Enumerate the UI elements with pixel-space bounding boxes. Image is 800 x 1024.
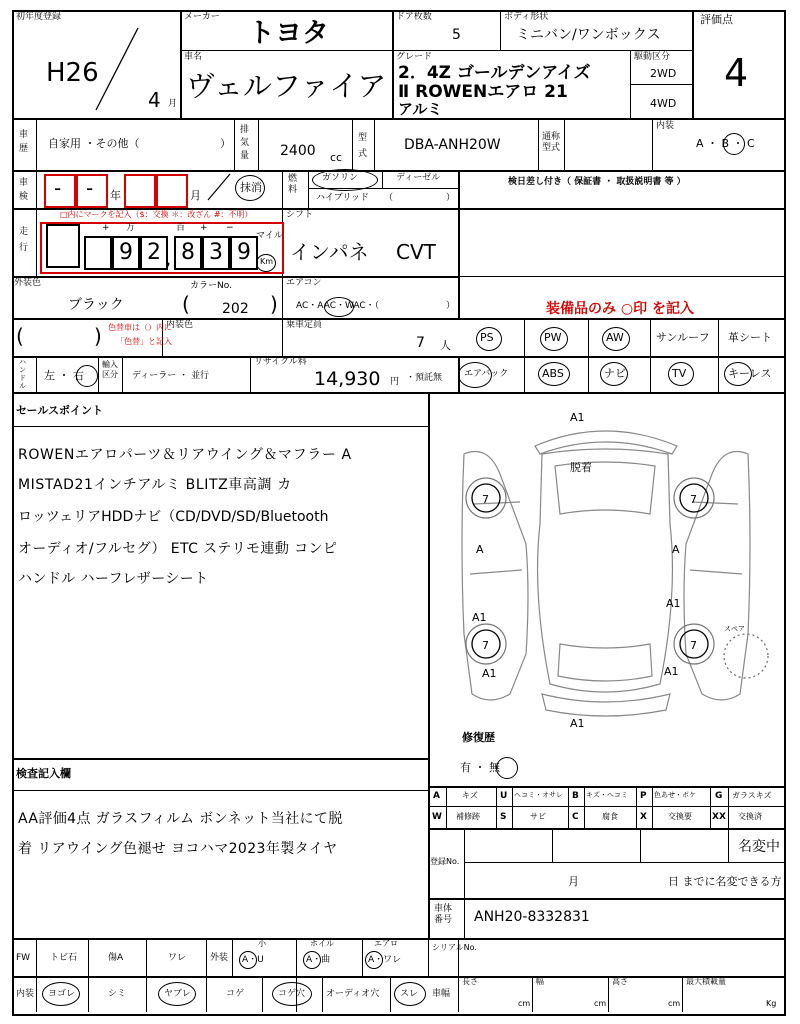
month-unit: 月	[168, 99, 178, 109]
mileage-mark-box	[46, 224, 80, 268]
fw-chip: トビ石	[50, 953, 78, 963]
color-label: 外装色	[14, 278, 42, 288]
equip-tv: TV	[672, 367, 687, 380]
repaint-note-2: 「色替」と記入	[116, 337, 172, 346]
mileage-man: 万	[126, 223, 136, 233]
inspection-line-2: 着 リアウイング色褪せ ヨコハマ2023年製タイヤ	[18, 841, 338, 857]
import-label: 輸入区分	[102, 360, 118, 379]
fuel-paren-open: （	[384, 193, 394, 203]
name-change: 名変中	[738, 839, 780, 855]
legend-u: U	[500, 791, 508, 801]
int-burn: コゲ	[226, 989, 245, 999]
equip-abs: ABS	[542, 367, 564, 380]
int-burn-hole-circle	[272, 982, 312, 1006]
color-value: ブラック	[68, 297, 124, 313]
mark-removed: 脱着	[570, 461, 592, 474]
mileage-mile: マイル	[256, 231, 283, 241]
legend-c: C	[572, 812, 579, 822]
size-height-unit: cm	[668, 999, 681, 1008]
equip-pw: PW	[544, 331, 562, 344]
tire-front-right: 7	[690, 639, 697, 652]
recycle-deposit: ・預託無	[406, 373, 443, 383]
equip-ps-circle	[476, 327, 502, 351]
legend-kizu: キズ	[462, 791, 478, 800]
sales-line-1: ROWENエアロパーツ＆リアウイング＆マフラー A	[18, 447, 352, 463]
legend-repair: 補修跡	[456, 812, 480, 821]
legend-xx: XX	[712, 812, 726, 822]
max-load-unit: Kg	[766, 999, 777, 1008]
mark-rear-a1: A1	[570, 411, 585, 424]
legend-x: X	[640, 812, 647, 822]
int-burn-hole: コゲ穴	[278, 989, 306, 999]
shaken-dash-2: -	[86, 176, 94, 200]
maker-label: メーカー	[184, 12, 220, 22]
fw-scratch: 傷A	[108, 953, 124, 963]
legend-b: B	[572, 791, 579, 801]
legend-rust: サビ	[530, 812, 546, 821]
score-value: 4	[724, 51, 749, 95]
legend-p: P	[640, 791, 647, 801]
legend-hekomi: ヘコミ・オサレ	[514, 791, 563, 799]
repair-value: 有 ・ 無	[460, 761, 500, 774]
tire-rear-left: 7	[482, 493, 489, 506]
color-no-paren-close: )	[270, 292, 278, 316]
mark-right-a1-2: A1	[664, 665, 679, 678]
shaken-dash-1: -	[54, 176, 62, 200]
spare-label: スペア	[724, 625, 745, 633]
legend-fade: 色あせ・ボケ	[654, 791, 696, 799]
int-stain: シミ	[108, 989, 127, 999]
handle-right-circle	[76, 365, 98, 387]
odo-digit-1	[84, 236, 112, 270]
equip-keyless-circle	[724, 362, 752, 386]
ext-small-opts: A・U	[242, 955, 264, 965]
interior-damage-label: 内装	[16, 989, 35, 999]
max-load-label: 最大積載量	[686, 977, 726, 986]
odo-digit-5: 3	[202, 236, 230, 270]
mileage-plus-2: +	[200, 223, 208, 233]
interior-grades: A ・ B ・ C	[696, 137, 755, 150]
mark-left-a1-2: A1	[482, 667, 497, 680]
ext-small-circle	[239, 951, 257, 969]
first-reg-label: 初年度登録	[16, 12, 62, 22]
shaken-label: 車検	[19, 178, 29, 202]
capacity-label: 乗車定員	[286, 320, 323, 330]
model-value: DBA-ANH20W	[404, 137, 501, 153]
aac-circle	[324, 297, 354, 317]
reg-day: 日 までに名変できる方	[668, 875, 782, 888]
fw-crack: ワレ	[168, 953, 187, 963]
documents-label: 検日差し付き（ 保証書 ・ 取扱説明書 等 ）	[508, 177, 686, 187]
color-no-label: カラーNo.	[190, 281, 232, 291]
size-width-unit: cm	[594, 999, 607, 1008]
reg-slash	[92, 26, 142, 112]
handle-label: ハンドル	[19, 358, 26, 390]
ac-options: AC・AAC・WAC・（	[296, 301, 380, 311]
handle-value: 左 ・ 右	[44, 369, 84, 382]
ac-label: エアコン	[286, 278, 322, 288]
color-no-paren-open: (	[182, 292, 190, 316]
int-tear: ヤブレ	[164, 989, 191, 999]
interior-grade-circle	[723, 133, 745, 155]
body-label: ボディ形状	[504, 12, 549, 22]
odo-digit-3: 2	[140, 236, 168, 270]
legend-replaced: 交換済	[738, 812, 762, 821]
mileage-note: □内にマークを記入（$：交換 ＊：改ざん #：不明）	[60, 210, 253, 219]
mark-right-a1-1: A1	[666, 597, 681, 610]
model-label: 型式	[358, 133, 368, 159]
equip-ps: PS	[480, 331, 494, 344]
sales-line-5: ハンドル ハーフレザーシート	[18, 571, 209, 587]
shift-label: シフト	[286, 210, 314, 220]
recycle-unit: 円	[390, 377, 400, 387]
ac-close: ）	[446, 301, 456, 311]
legend-s: S	[500, 812, 507, 822]
massho-circle	[235, 175, 265, 201]
sales-line-3: ロッツェリアHDDナビ（CD/DVD/SD/Bluetooth	[18, 509, 329, 525]
sales-title: セールスポイント	[16, 404, 104, 417]
legend-corrosion: 腐食	[602, 812, 618, 821]
auction-sheet	[12, 10, 786, 1016]
size-length-unit: cm	[518, 999, 531, 1008]
chassis-label: 車体番号	[434, 904, 453, 925]
equip-abs-circle	[538, 362, 570, 386]
fuel-paren-close: ）	[446, 193, 456, 203]
chassis-value: ANH20-8332831	[474, 909, 590, 925]
int-dirt-circle	[42, 982, 80, 1006]
fuel-gasoline: ガソリン	[322, 173, 359, 183]
equip-aw-circle	[602, 327, 630, 351]
ext-aero-opts: A・ワレ	[368, 955, 402, 965]
ext-wheel-circle	[303, 951, 321, 969]
repair-title: 修復歴	[462, 731, 495, 744]
ext-wheel: ホイル	[310, 939, 334, 948]
odo-comma: ,	[165, 246, 172, 270]
fuel-label: 燃料	[288, 174, 298, 195]
ext-small: 小	[258, 939, 266, 948]
ext-aero: エアロ	[374, 939, 398, 948]
car-name-value: ヴェルファイア	[186, 69, 387, 103]
grade-line3: アルミ	[398, 100, 443, 118]
inspection-line-1: AA評価4点 ガラスフィルム ボンネット当社にて脱	[18, 811, 343, 827]
mileage-plus-1: +	[102, 223, 110, 233]
size-label: 車幅	[432, 989, 451, 999]
recycle-value: 14,930	[314, 368, 381, 390]
first-reg-year: H26	[46, 58, 99, 88]
trans-value: CVT	[396, 240, 436, 264]
int-audio-hole: オーディオ穴	[326, 989, 380, 999]
exterior-label: 外装	[210, 953, 229, 963]
int-wear-circle	[394, 982, 426, 1006]
odo-digit-6: 9	[230, 236, 258, 270]
shaken-slash	[204, 172, 234, 202]
inspection-title: 検査記入欄	[16, 767, 71, 780]
legend-replace-need: 交換要	[668, 812, 692, 821]
history-value: 自家用 ・その他（	[48, 137, 140, 150]
first-reg-month: 4	[148, 88, 161, 112]
import-value: ディーラー ・ 並行	[132, 371, 210, 381]
maker-value: トヨタ	[248, 18, 329, 49]
tire-rear-right: 7	[690, 493, 697, 506]
ext-wheel-opts: A・曲	[306, 955, 331, 965]
capacity-value: 7	[416, 335, 425, 351]
recycle-label: リサイクル料	[254, 357, 307, 367]
grade-line2: Ⅱ ROWENエアロ 21	[398, 82, 568, 102]
interior-label: 内装	[656, 121, 675, 131]
legend-w: W	[432, 812, 442, 822]
equip-airbag: エアバック	[464, 369, 509, 379]
equip-aw: AW	[606, 331, 624, 344]
equip-title: 装備品のみ ○印 を記入	[546, 301, 694, 317]
odo-digit-4: 8	[174, 236, 202, 270]
int-tear-circle	[158, 982, 196, 1006]
gasoline-circle	[312, 169, 378, 191]
common-model-label: 通称型式	[542, 132, 561, 153]
grade-label: グレード	[396, 52, 433, 62]
reg-month: 月	[568, 875, 579, 888]
shaken-box-3	[124, 174, 156, 208]
drive-4wd: 4WD	[650, 97, 677, 110]
equip-leather: 革シート	[728, 331, 772, 344]
size-width: 幅	[536, 977, 544, 986]
equip-navi-circle	[600, 362, 628, 386]
int-wear: スレ	[400, 989, 419, 999]
mileage-km: Km	[260, 257, 274, 266]
km-circle	[256, 254, 276, 272]
repair-none-circle	[496, 757, 518, 779]
disp-label: 排気量	[240, 125, 250, 161]
mark-right-a: A	[672, 543, 680, 556]
history-close: ）	[220, 137, 231, 150]
shaken-year-unit: 年	[110, 189, 121, 202]
reg-no-label: 登録No.	[430, 857, 460, 866]
shaken-month-unit: 月	[190, 189, 201, 202]
car-name-label: 車名	[184, 52, 203, 62]
equip-tv-circle	[668, 362, 694, 386]
legend-glass: ガラスキズ	[732, 791, 772, 800]
repaint-note-1: 色替車は（）内に	[108, 323, 172, 332]
mileage-minus: −	[226, 223, 234, 233]
legend-kizu-hekomi: キズ・ヘコミ	[586, 791, 628, 799]
repaint-paren-open: (	[16, 324, 24, 348]
sales-line-2: MISTAD21インチアルミ BLITZ車高調 カ	[18, 477, 292, 493]
drive-label: 駆動区分	[634, 52, 671, 62]
fw-label: FW	[16, 953, 31, 963]
mark-front-a1: A1	[570, 717, 585, 730]
legend-a: A	[433, 791, 440, 801]
size-length: 長さ	[462, 977, 478, 986]
mileage-hyaku: 百	[176, 223, 186, 233]
score-label: 評価点	[700, 13, 733, 26]
fuel-hybrid: ハイブリッド	[316, 193, 370, 203]
doors-value: 5	[452, 27, 461, 43]
body-value: ミニバン/ワンボックス	[516, 27, 661, 43]
grade-line1: 2．4Z ゴールデンアイズ	[398, 63, 591, 83]
int-dirt: ヨゴレ	[48, 989, 76, 999]
size-height: 高さ	[612, 977, 628, 986]
repaint-paren-close: )	[94, 324, 102, 348]
color-no-value: 202	[222, 301, 249, 317]
drive-2wd: 2WD	[650, 67, 677, 80]
mark-left-a: A	[476, 543, 484, 556]
serial-label: シリアルNo.	[432, 943, 477, 952]
equip-navi: ナビ	[604, 367, 626, 380]
history-label: 車歴	[19, 130, 29, 154]
sales-line-4: オーディオ/フルセグ） ETC ステリモ連動 コンピ	[18, 541, 338, 557]
mileage-label: 走行	[19, 227, 29, 253]
disp-value: 2400	[280, 143, 316, 159]
equip-keyless: キーレス	[728, 367, 772, 380]
fuel-diesel: ディーゼル	[396, 173, 441, 183]
equip-sunroof: サンルーフ	[656, 331, 710, 344]
legend-g: G	[715, 791, 723, 801]
equip-pw-circle	[540, 327, 568, 351]
shift-value: インパネ	[290, 240, 369, 264]
massho-text: 抹消	[240, 181, 262, 194]
capacity-unit: 人	[440, 339, 451, 352]
doors-label: ドア枚数	[396, 12, 432, 22]
interior-color-label: 内装色	[166, 320, 194, 330]
odo-digit-2: 9	[112, 236, 140, 270]
equip-airbag-circle	[458, 362, 492, 388]
ext-aero-circle	[365, 951, 383, 969]
tire-front-left: 7	[482, 639, 489, 652]
mark-left-a1-1: A1	[472, 611, 487, 624]
shaken-box-4	[156, 174, 188, 208]
disp-unit: cc	[330, 151, 343, 164]
